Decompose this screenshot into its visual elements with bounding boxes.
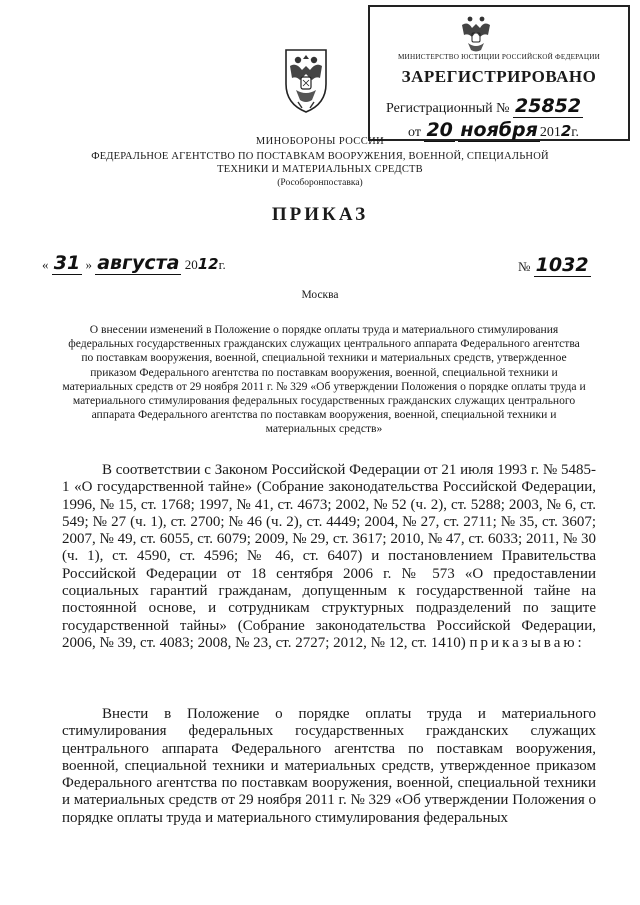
body-paragraph-1-text: В соответствии с Законом Российской Федерации от 21 июля 1993 г. № 5485-1 «О государственной тайне» (Собрание законодательства Российской Федерации, 1996, № 15, ст. 1768; 1997, № 41, ст. 4673; 2002, № 52 (ч. 2), ст. 5288; 2003, № 6, ст. 549; № 27 (ч. 1), ст. 2700; № 46 (ч. 2), ст. 4449; 2004, № 27, ст. 2711; № 35, ст. 3607; 2007, № 49, ст. 6055, ст. 6079; 2009, № 29, ст. 3617; 2010, № 47, ст. 6033; 2011, № 30 (ч. 1), ст. 4590, ст. 4596; № 46, ст. 6407) и постановлением Правительства Российской Федерации от 18 сентября 2006 г. № 573 «О предоставлении социальных гарантий гражданам, допущенным к государственной тайне на постоянной основе, и сотрудникам структурных подразделений по защите государственной тайны» (Собрание законодательства Российской Федерации, 2006, № 39, ст. 4083; 2008, № 23, ст. 2727; 2012, № 12, ст. 1410) xyxy=(62,462,596,651)
coat-of-arms-emblem xyxy=(280,44,332,114)
order-date-year-suffix: г. xyxy=(218,257,226,272)
stamp-registered: ЗАРЕГИСТРИРОВАНО xyxy=(401,67,597,86)
body-paragraph-2: Внести в Положение о порядке оплаты труда и материального стимулирования федеральных государственных гражданских служащих центрального аппарата Федерального агентства по поставкам вооружения, военной, специальной техники и материальных средств, утвержденное приказом Федерального агентства по поставкам вооружения, военной, специальной техники и материальных средств от 29 ноября 2011 г. № 329 «Об утверждении Положения о порядке оплаты труда и материального стимулирования федеральных xyxy=(62,706,596,826)
stamp-emblem-icon xyxy=(458,11,494,53)
stamp-reg-number xyxy=(386,95,583,117)
document-type: ПРИКАЗ xyxy=(271,204,369,225)
order-title: О внесении изменений в Положение о порядке оплаты труда и материального стимулирования федеральных государственных гражданских служащих центрального аппарата Федерального агентства по поставкам вооружения, военной, специальной техники и материальных средств, утвержденное приказом Федерального агентства по поставкам вооружения, военной, специальной техники и материальных средств от 29 ноября 2011 г. № 329 «Об утверждении Положения о порядке оплаты труда и материального стимулирования федеральных государственных гражданских служащих центрального аппарата Федерального агентства по поставкам вооружения, военной, специальной техники и материальных средств» xyxy=(62,323,586,436)
order-number xyxy=(518,254,591,276)
ministry-name: МИНОБОРОНЫ РОССИИ xyxy=(255,136,385,147)
stamp-reg-number-handwritten: 25852 xyxy=(515,95,582,117)
registration-stamp xyxy=(368,5,630,141)
stamp-date-month: ноября xyxy=(460,119,538,141)
order-date-month: августа xyxy=(97,252,180,274)
order-date-year-printed: 20 xyxy=(184,257,198,272)
order-number-handwritten: 1032 xyxy=(535,254,589,276)
order-date-day: 31 xyxy=(53,252,81,274)
agency-short-name: (Рособоронпоставка) xyxy=(277,178,363,188)
stamp-date-year-hand: 2 xyxy=(560,122,572,140)
stamp-date-suffix: г. xyxy=(571,125,579,140)
stamp-date-day: 20 xyxy=(426,119,453,141)
order-number-label: № xyxy=(518,259,531,274)
stamp-date-year-printed: 201 xyxy=(539,125,561,140)
body-paragraph-1 xyxy=(62,462,596,652)
city: Москва xyxy=(301,289,339,301)
order-date-close-quote: » xyxy=(85,257,92,272)
stamp-reg-label: Регистрационный № xyxy=(386,101,510,116)
agency-name-line2: ТЕХНИКИ И МАТЕРИАЛЬНЫХ СРЕДСТВ xyxy=(217,164,423,175)
agency-name-line1: ФЕДЕРАЛЬНОЕ АГЕНТСТВО ПО ПОСТАВКАМ ВООРУЖЕНИЯ, ВОЕННОЙ, СПЕЦИАЛЬНОЙ xyxy=(91,151,549,162)
stamp-ministry: МИНИСТЕРСТВО ЮСТИЦИИ РОССИЙСКОЙ ФЕДЕРАЦИИ xyxy=(397,53,601,61)
stamp-date-prefix: от xyxy=(408,125,421,140)
order-date-open-quote: « xyxy=(42,257,49,272)
order-date-year-hand: 12 xyxy=(197,255,219,273)
order-word: приказываю: xyxy=(469,634,585,651)
order-date xyxy=(42,252,226,274)
